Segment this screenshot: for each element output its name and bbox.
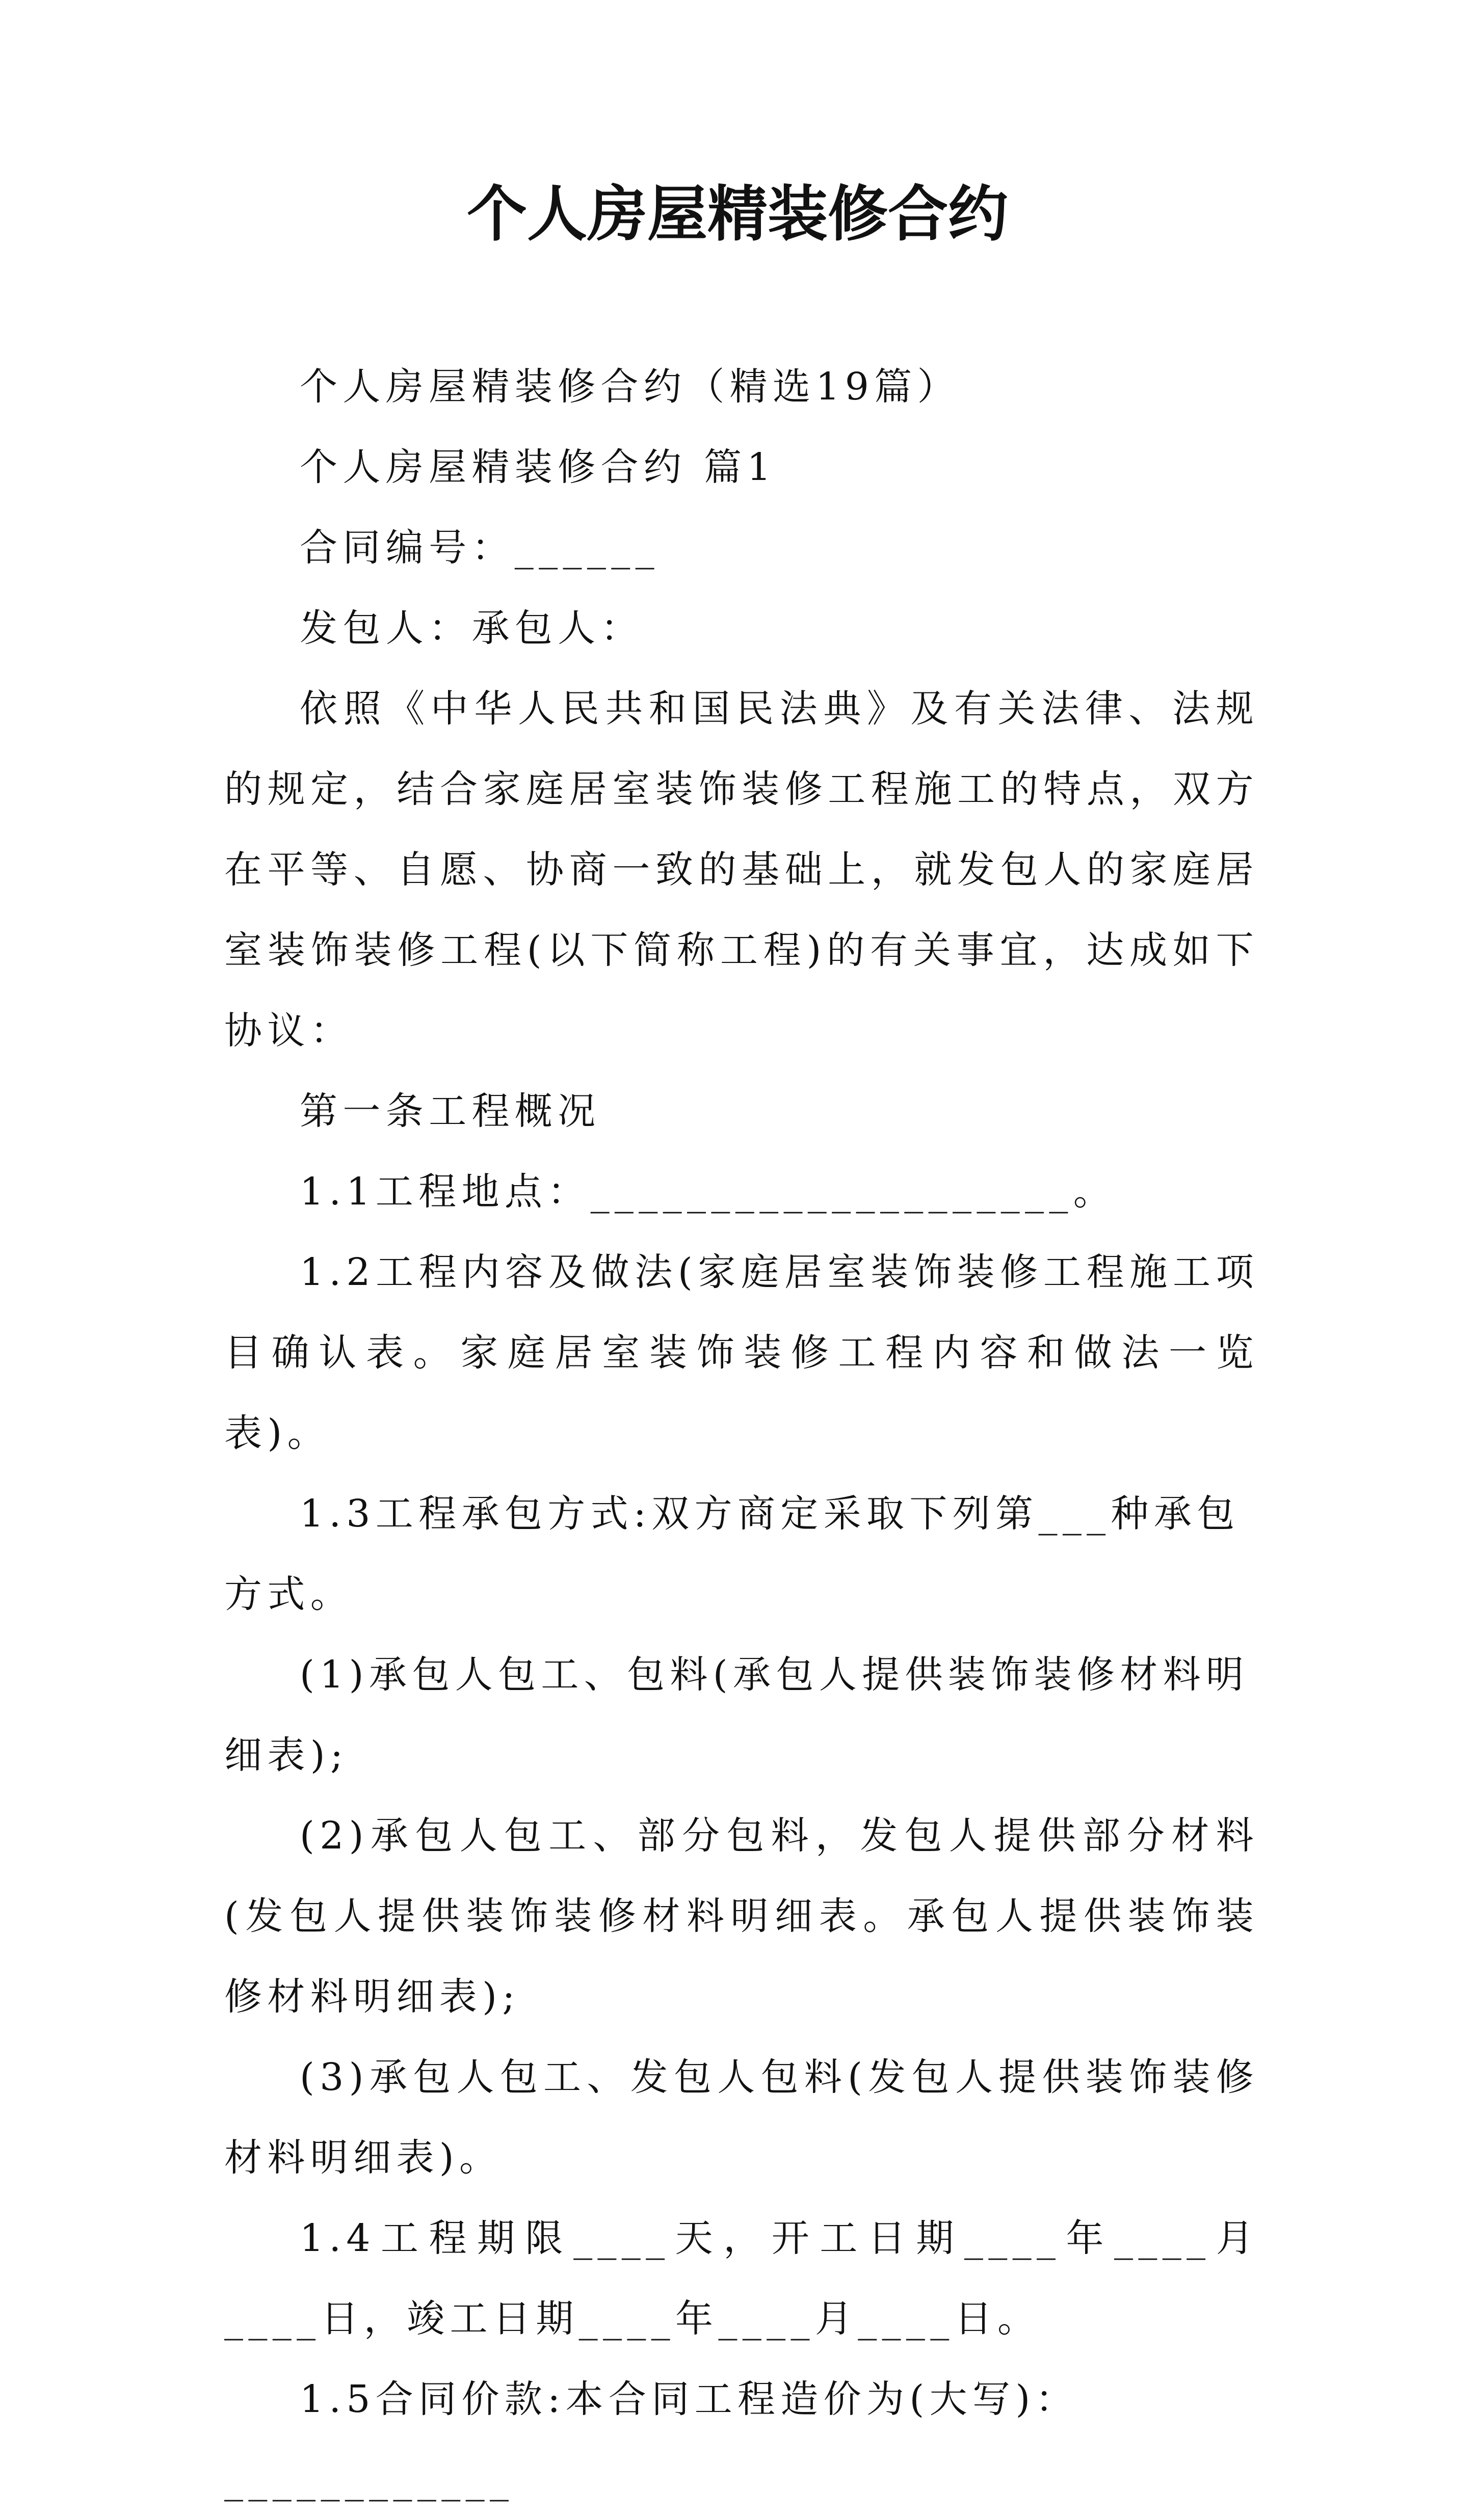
paragraph-option-2: (2)承包人包工、部分包料，发包人提供部分材料(发包人提供装饰装修材料明细表。承包人提供装饰装修材料明细表); [224, 1814, 1259, 2019]
paragraph-parties: 发包人：承包人： [300, 606, 644, 650]
paragraph-option-1: (1)承包人包工、包料(承包人提供装饰装修材料明细表); [224, 1653, 1249, 1777]
paragraph-option-3: (3)承包人包工、发包人包料(发包人提供装饰装修材料明细表)。 [224, 2055, 1259, 2180]
paragraph-preamble: 依照《中华人民共和国民法典》及有关法律、法规的规定，结合家庭居室装饰装修工程施工的特点，双方在平等、自愿、协商一致的基础上，就发包人的家庭居室装饰装修工程(以下简称工程)的有关事宜，达成如下协议： [224, 687, 1259, 1053]
paragraph-clause-1-4: 1.4工程期限____天，开工日期____年____月____日，竣工日期____年____月____日。 [224, 2216, 1259, 2341]
paragraph-subtitle: 个人房屋精装修合约（精选19篇） [300, 365, 960, 409]
paragraph-clause-1-2: 1.2工程内容及做法(家庭居室装饰装修工程施工项目确认表。家庭居室装饰装修工程内容和做法一览表)。 [224, 1250, 1259, 1455]
paragraph-section-heading: 个人房屋精装修合约 篇1 [300, 445, 776, 489]
paragraph-clause-1-3: 1.3工程承包方式:双方商定采取下列第___种承包方式。 [224, 1492, 1240, 1616]
paragraph-clause-1-1: 1.1工程地点：____________________。 [300, 1170, 1117, 1214]
document-body [224, 346, 1259, 2520]
paragraph-contract-number: 合同编号：______ [300, 526, 660, 570]
document-title: 个人房屋精装修合约 [466, 178, 1008, 249]
paragraph-article-1-heading: 第一条工程概况 [300, 1089, 601, 1133]
paragraph-clause-1-5: 1.5合同价款:本合同工程造价为(大写)：____________ [224, 2377, 1078, 2502]
